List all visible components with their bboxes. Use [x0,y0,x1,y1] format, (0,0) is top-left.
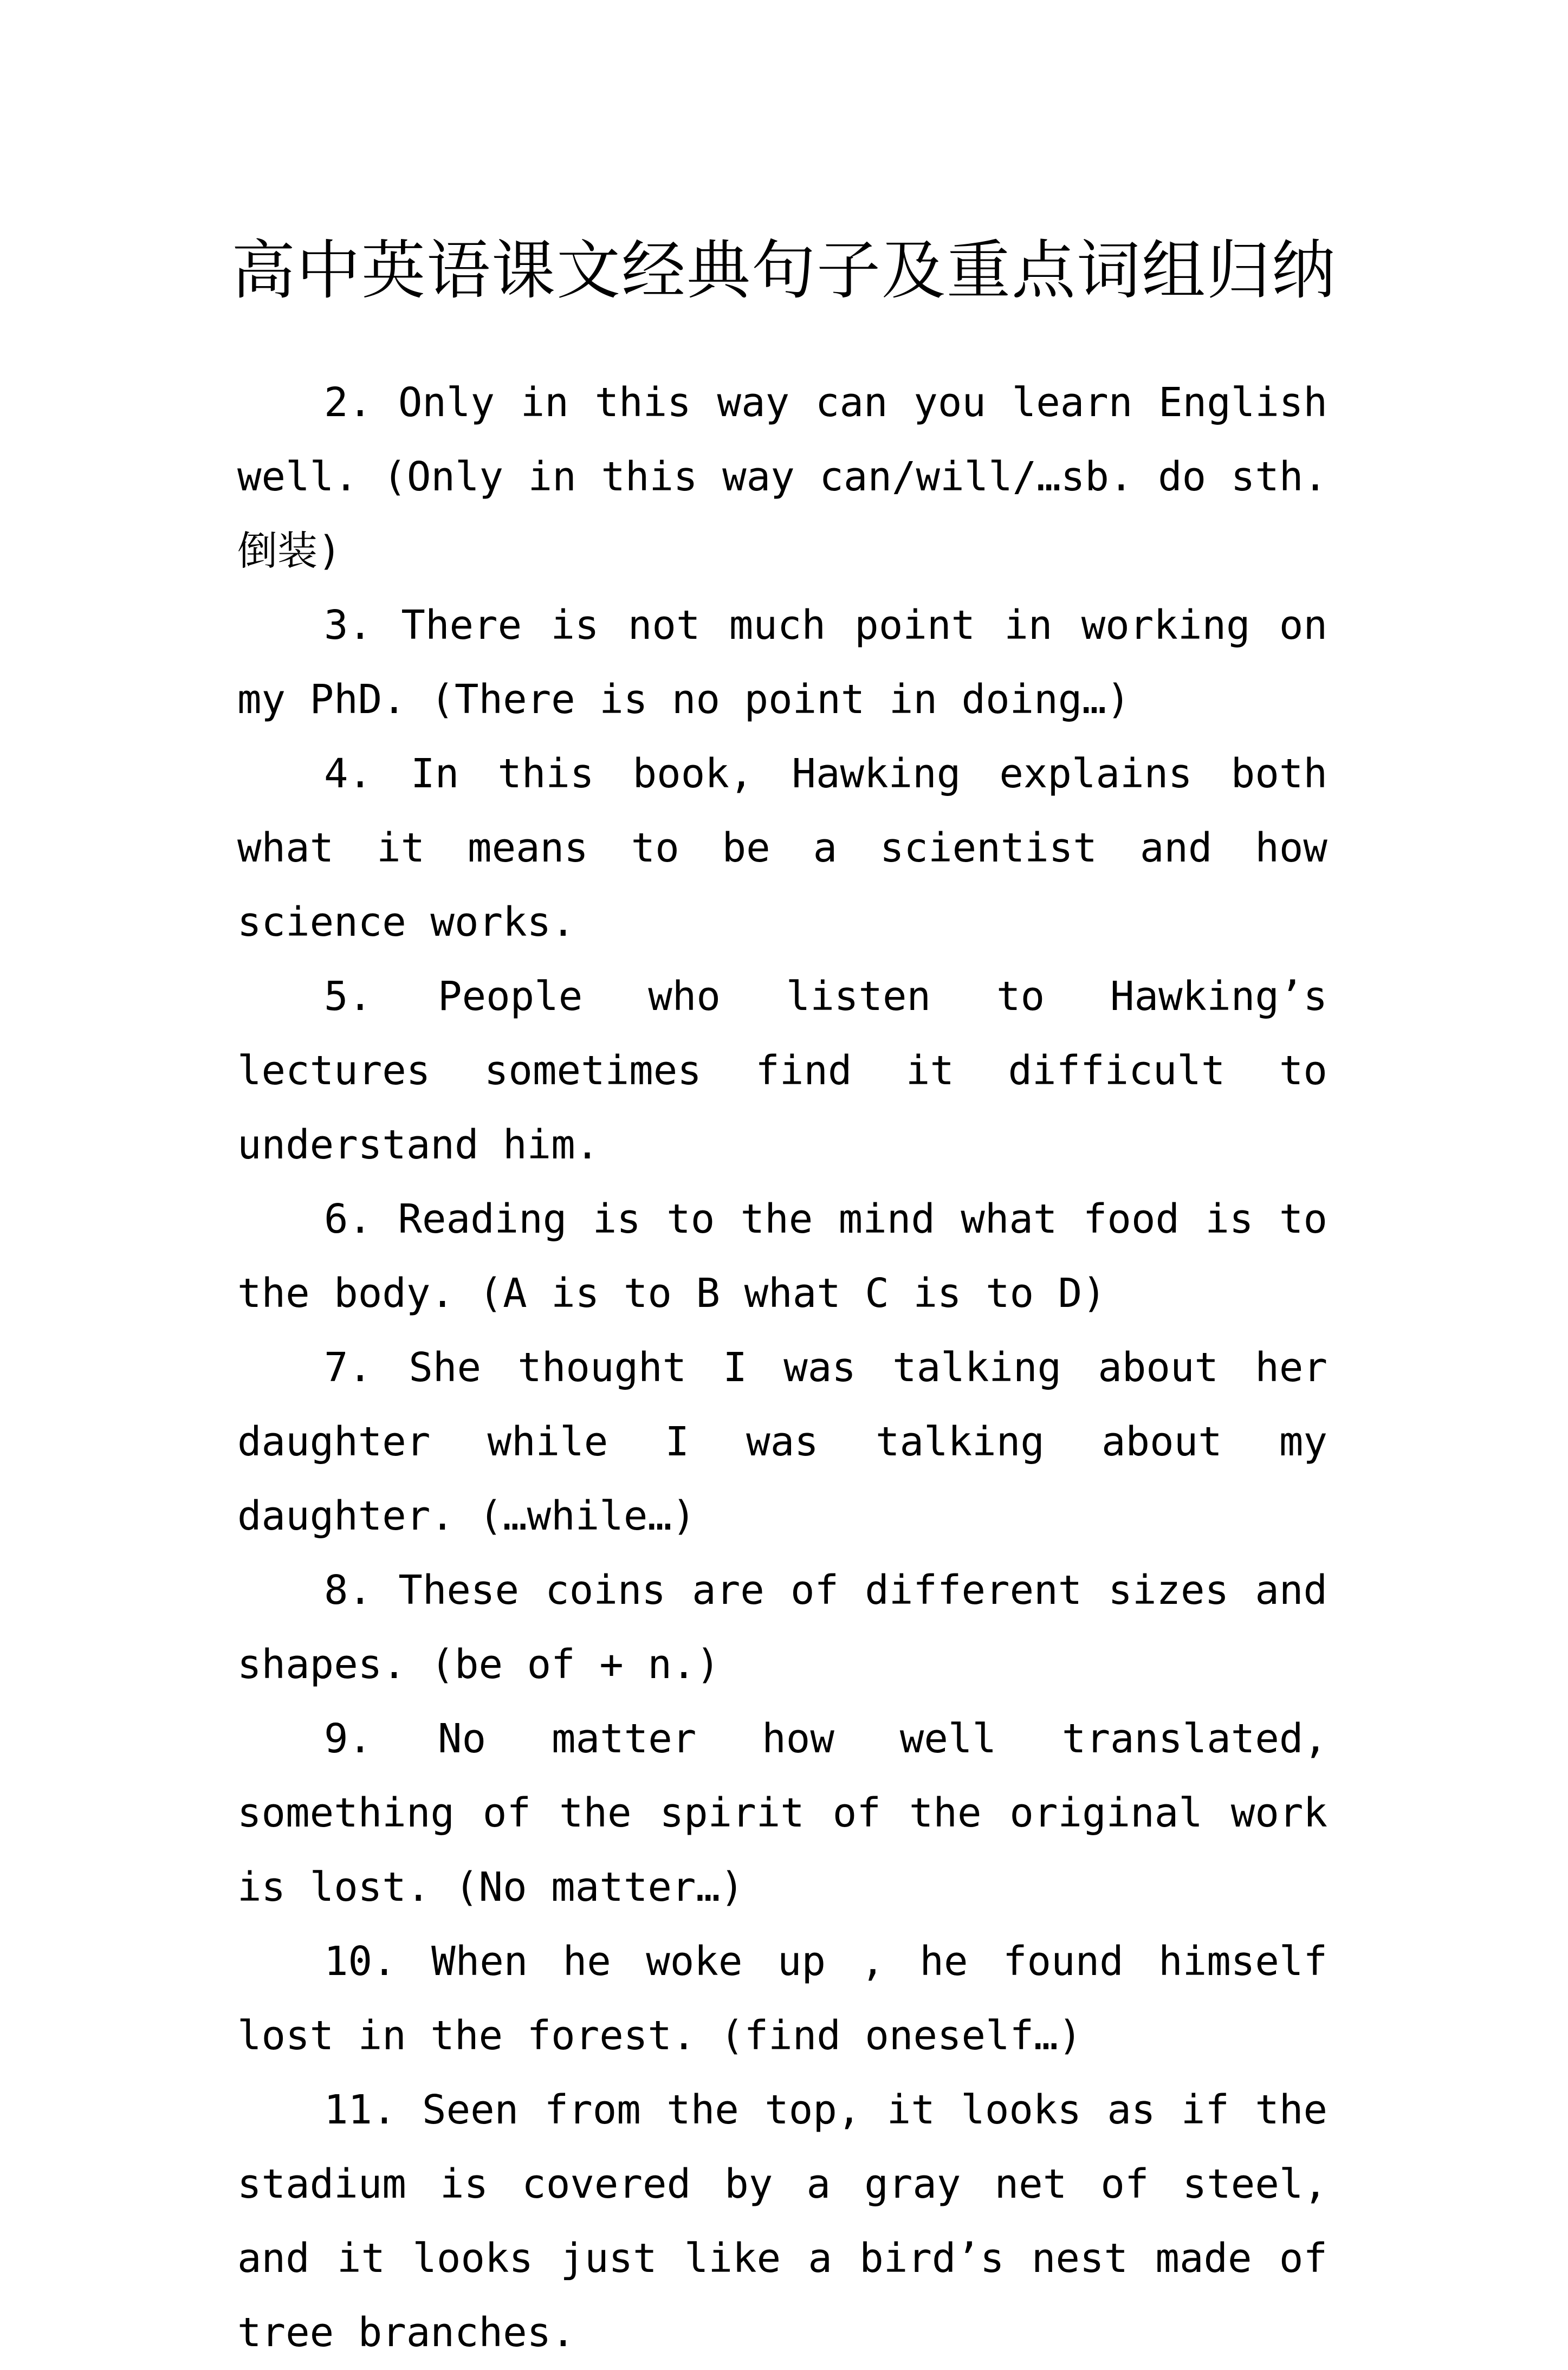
sentence-item: 10. When he woke up , he found himself lost in the forest. (find oneself…) [237,1938,1327,2059]
sentence-item: 6. Reading is to the mind what food is to the body. (A is to B what C is to D) [237,1196,1327,1317]
sentence-list [237,366,1327,2370]
sentence-item: 8. These coins are of different sizes and shapes. (be of + n.) [237,1567,1327,1688]
sentence-item: 3. There is not much point in working on my PhD. (There is no point in doing…) [237,602,1327,723]
sentence-item: 4. In this book, Hawking explains both what it means to be a scientist and how science works. [237,750,1327,946]
sentence-item: 9. No matter how well translated, something of the spirit of the original work is lost. (No matter…) [237,1715,1327,1911]
sentence-item: 5. People who listen to Hawking’s lectures sometimes find it difficult to understand him. [237,973,1327,1168]
sentence-item: 7. She thought I was talking about her daughter while I was talking about my daughter. (…while…) [237,1344,1327,1539]
sentence-item: 11. Seen from the top, it looks as if the stadium is covered by a gray net of steel, and it looks just like a bird’s nest made of tree branches. [237,2087,1327,2356]
document-title: 高中英语课文经典句子及重点词组归纳 [231,233,1337,308]
sentence-item: 2. Only in this way can you learn English well. (Only in this way can/will/…sb. do sth.倒装) [237,379,1327,574]
